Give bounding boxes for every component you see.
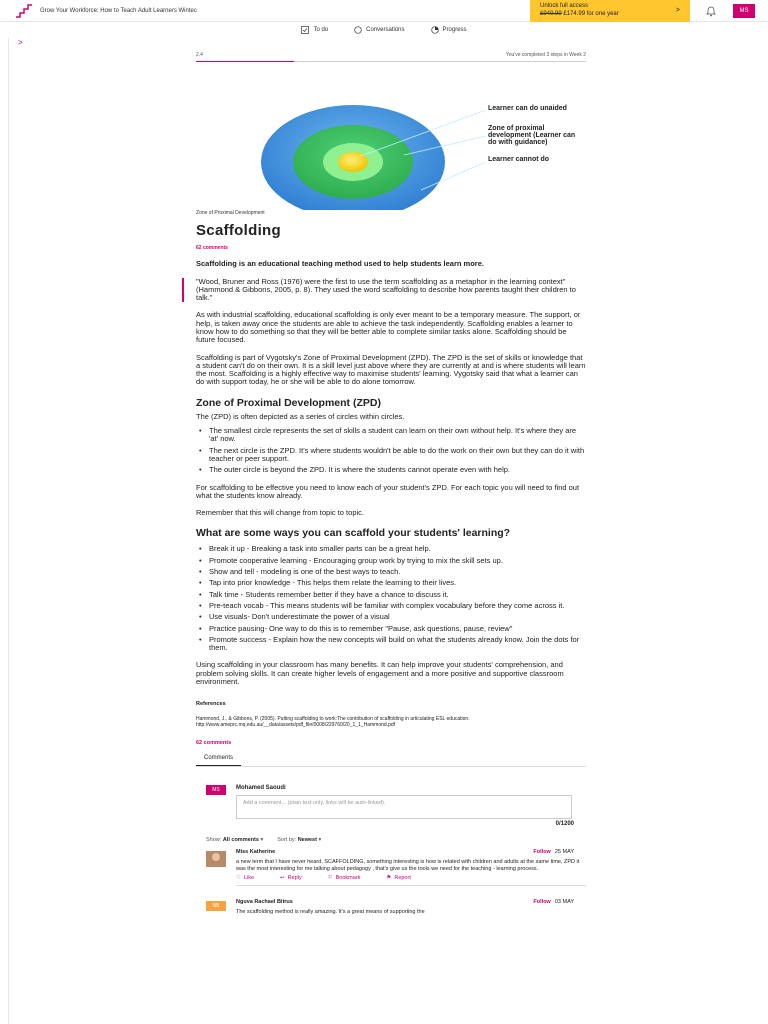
tab-label: To do <box>313 27 329 33</box>
comment-composer <box>196 785 586 835</box>
comment-actions <box>236 875 586 886</box>
bookmark-button[interactable] <box>328 875 361 881</box>
chevron-down-icon: ▾ <box>260 837 264 844</box>
list-item: • The outer circle is beyond the ZPD. It is where the students cannot operate even with help. <box>196 466 586 474</box>
commenter-name[interactable]: Nguva Rachael Bitrus <box>236 899 293 906</box>
report-label: Report <box>394 875 411 882</box>
zpd-label-cannot: Learner cannot do <box>488 156 550 163</box>
char-counter: 0/1200 <box>555 821 574 828</box>
paragraph-3: For scaffolding to be effective you need to know each of your student's ZPD. For each topic you will need to find out what the students know already. <box>196 482 580 500</box>
list-item: • Practice pausing- One way to do this is to remember "Pause, ask questions, pause, review" <box>196 625 586 633</box>
paragraph-2: Scaffolding is part of Vygotsky's Zone of Proximal Development (ZPD). The ZPD is the set of skills or knowledge that a student can't do on their own. It is a skill level just above where they are currently at and is where students will learn the most. Scaffolding is a highly effective way to maximise students' learning. Vygotsky said that what a learner can do with support today, he or she will be able to do alone tomorrow. <box>196 352 586 387</box>
list-item: • Tap into prior knowledge - This helps them relate the learning to their lives. <box>196 579 586 587</box>
like-label: Like <box>243 875 255 882</box>
references-text: Hammond, J., & Gibbons, P. (2005). Putting scaffolding to work:The contribution of scaffolding in articulating ESL education. http://www.ameprc.mq.edu.au/__data/assets/pdf_file/0008/229760/20_1_1_Hammond.pdf <box>196 716 470 729</box>
show-filter[interactable] <box>206 837 263 843</box>
list-item: • Promote cooperative learning - Encouraging group work by trying to mix the skill sets up. <box>196 557 586 565</box>
tab-label: Progress <box>442 27 467 33</box>
zpd-figure <box>196 70 586 210</box>
lead-paragraph: Scaffolding is an educational teaching method used to help students learn more. <box>196 259 484 268</box>
comment-date: 25 MAY <box>554 849 574 856</box>
reply-label: Reply <box>287 875 302 882</box>
chevron-down-icon: ▾ <box>318 837 322 844</box>
list-item: • The smallest circle represents the set of skills a student can learn on their own without help. It's where they are 'at' now. <box>196 427 586 444</box>
sidebar-expand-icon[interactable]: > <box>18 38 23 47</box>
unlock-title: Unlock full access <box>540 3 589 9</box>
avatar[interactable]: NB <box>206 901 226 911</box>
comment-input[interactable]: Add a comment... (plain text only, links will be auto-linked). <box>236 795 572 819</box>
tab-to-do[interactable] <box>301 26 328 34</box>
comment-meta <box>533 849 574 855</box>
heart-icon: ♡ <box>236 875 241 882</box>
bookmark-label: Bookmark <box>335 875 361 882</box>
list-item: • Promote success - Explain how the new concepts will build on what the students already know. Join the dots for them. <box>196 636 586 653</box>
progress-icon <box>431 26 439 34</box>
heading-zpd: Zone of Proximal Development (ZPD) <box>196 396 381 409</box>
user-avatar[interactable]: MS <box>733 4 755 18</box>
zpd-label-unaided: Learner can do unaided <box>488 105 567 112</box>
follow-button[interactable]: Follow <box>533 849 551 856</box>
unlock-price <box>540 11 680 17</box>
comment-body: The scaffolding method is really amazing. It's a great means of supporting the <box>236 909 425 916</box>
follow-button[interactable]: Follow <box>533 899 551 906</box>
page-title: Scaffolding <box>196 222 281 239</box>
progress-text: You've completed 3 steps in Week 2 <box>505 52 586 58</box>
report-button[interactable] <box>386 875 410 881</box>
reply-button[interactable] <box>280 875 302 881</box>
step-progress <box>196 52 586 62</box>
composer-name: Mohamed Saoudi <box>236 785 286 792</box>
old-price: £949.99 <box>540 11 562 17</box>
list-item: • Use visuals- Don't underestimate the power of a visual <box>196 613 586 621</box>
show-value: All comments <box>222 837 259 844</box>
notification-bell-icon[interactable] <box>705 5 717 17</box>
new-price: £174.99 for one year <box>563 11 619 17</box>
list-item: • Talk time - Students remember better if they have a chance to discuss it. <box>196 591 586 599</box>
step-number: 2.4 <box>196 52 203 58</box>
list-item: • Pre-teach vocab - This means students will be familiar with complex vocabulary before they come across it. <box>196 602 586 610</box>
paragraph-4: Remember that this will change from topic to topic. <box>196 508 364 518</box>
comment-item <box>196 899 586 943</box>
references-title: References <box>196 701 226 708</box>
heading-ways: What are some ways you can scaffold your students' learning? <box>196 527 511 540</box>
zpd-label-zpd: Zone of proximal development (Learner can do with guidance) <box>488 125 576 146</box>
step-tabs <box>0 22 768 38</box>
bookmark-icon: ⚐ <box>327 875 333 882</box>
step-content <box>196 52 586 943</box>
zpd-intro: The (ZPD) is often depicted as a series of circles within circles. <box>196 411 405 421</box>
sort-label: Sort by: <box>277 837 297 844</box>
avatar: MS <box>206 785 226 795</box>
sort-value: Newest <box>297 837 317 844</box>
figure-caption: Zone of Proximal Development <box>196 210 265 216</box>
comment-date: 03 MAY <box>554 899 574 906</box>
tab-conversations[interactable] <box>354 26 404 34</box>
course-title[interactable]: Grow Your Workforce: How to Teach Adult Learners Wintec <box>40 7 197 14</box>
reply-icon: ↩ <box>280 875 285 882</box>
comment-body: a new term that I have never heard, SCAFFOLDING, something interesting is how is related with children and adults at the same time, ZPD it was the most interesting for me talking about pedagogy , that's give us the tools we need for the teaching - learning process. <box>236 859 580 872</box>
commenter-name[interactable]: Miss Katherine <box>236 849 276 856</box>
progress-bar-fill <box>196 61 294 62</box>
comment-meta <box>533 899 574 905</box>
ways-list <box>196 545 586 652</box>
sidebar-divider <box>8 38 9 1024</box>
comments-divider <box>196 766 586 767</box>
show-label: Show: <box>206 837 222 844</box>
tab-label: Conversations <box>366 27 405 33</box>
list-item: • Break it up - Breaking a task into smaller parts can be a great help. <box>196 545 586 553</box>
paragraph-1: As with industrial scaffolding, educational scaffolding is only ever meant to be a temporary measure. The support, or help, is taken away once the students are able to achieve the task independently. Scaffolding enables a learner to know how to do something so that they will be better able to complete similar tasks alone. Scaffolding should be future focused. <box>196 310 581 345</box>
comments-link[interactable]: 62 comments <box>196 245 228 251</box>
futurelearn-logo-icon[interactable] <box>14 1 34 21</box>
chat-bubble-icon <box>354 26 362 34</box>
list-item: • The next circle is the ZPD. It's where students wouldn't be able to do the work on their own but they can do it with teacher or peer support. <box>196 447 586 464</box>
unlock-access-button[interactable] <box>530 0 690 22</box>
comment-item <box>196 849 586 893</box>
flag-icon: ⚑ <box>386 875 392 882</box>
checkbox-icon <box>301 26 309 34</box>
avatar[interactable] <box>206 851 226 867</box>
comment-filters <box>196 837 586 843</box>
quote: "Wood, Bruner and Ross (1976) were the first to use the term scaffolding as a metaphor in the learning context" (Hammond & Gibbons, 2005, p. 8). They used the word scaffolding to describe how parents taught their children to talk." <box>182 278 586 303</box>
paragraph-5: Using scaffolding in your classroom has many benefits. It can help improve your students' comprehension, and problem solving skills. It can create higher levels of engagement and a more positive and supportive classroom environment. <box>196 660 564 686</box>
zpd-list <box>196 427 586 474</box>
chevron-right-icon: > <box>675 7 680 14</box>
tab-comments[interactable]: Comments <box>196 753 241 766</box>
comments-count[interactable]: 62 comments <box>196 740 232 747</box>
tab-progress[interactable] <box>431 26 467 34</box>
like-button[interactable] <box>236 875 254 881</box>
sort-filter[interactable] <box>277 837 321 843</box>
list-item: • Show and tell - modeling is one of the best ways to teach. <box>196 568 586 576</box>
